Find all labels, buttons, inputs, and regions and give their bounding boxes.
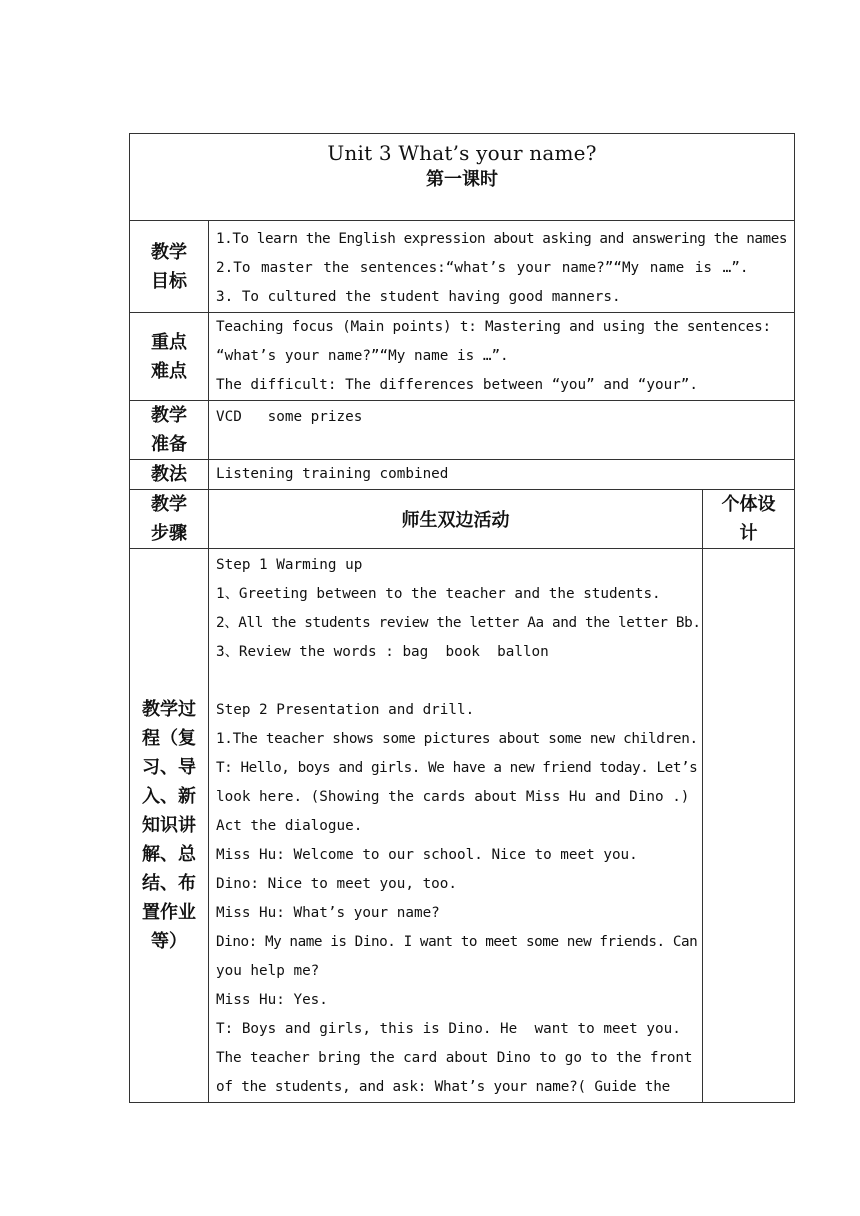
process-line: Miss Hu: Yes. <box>216 992 328 1008</box>
process-line: Dino: My name is Dino. I want to meet some new friends. Can <box>216 934 698 950</box>
method-content: Listening training combined <box>209 460 795 490</box>
process-line: 3、Review the words : bag book ballon <box>216 644 549 660</box>
process-label-line: 置作业 <box>142 902 196 923</box>
process-label-line: 教学过 <box>142 699 196 720</box>
title-cell <box>130 134 795 221</box>
process-line: Miss Hu: Welcome to our school. Nice to meet you. <box>216 847 638 863</box>
method-row <box>130 460 795 490</box>
title-row <box>130 134 795 221</box>
process-label-line: 入、新 <box>142 786 196 807</box>
process-line: Act the dialogue. <box>216 818 363 834</box>
individual-design-header-line: 计 <box>739 523 758 544</box>
process-row <box>130 549 795 1103</box>
process-line: T: Hello, boys and girls. We have a new friend today. Let’s <box>216 760 698 776</box>
preparation-label <box>130 401 209 460</box>
process-content <box>209 549 703 1103</box>
focus-line: Teaching focus (Main points) t: Mastering and using the sentences: <box>216 319 771 335</box>
objective-line: 3. To cultured the student having good manners. <box>216 289 621 305</box>
process-line: Dino: Nice to meet you, too. <box>216 876 458 892</box>
focus-line: The difficult: The differences between “you” and “your”. <box>216 377 699 393</box>
steps-label-line: 步骤 <box>151 523 187 544</box>
objectives-content <box>209 221 795 313</box>
individual-design-cell <box>703 549 795 1103</box>
process-line: The teacher bring the card about Dino to go to the front <box>216 1050 693 1066</box>
objective-line: 2.To master the sentences:“what’s your name?”“My name is …”. <box>216 260 749 276</box>
focus-label-line: 难点 <box>151 360 187 382</box>
objectives-row <box>130 221 795 313</box>
lesson-period: 第一课时 <box>426 169 499 190</box>
process-line: look here. (Showing the cards about Miss Hu and Dino .) <box>216 789 690 805</box>
process-label-line: 知识讲 <box>142 815 196 836</box>
process-line: T: Boys and girls, this is Dino. He want to meet you. <box>216 1021 681 1037</box>
process-label-line: 解、总 <box>142 844 196 865</box>
individual-design-header <box>703 490 795 549</box>
process-label-line: 结、布 <box>142 873 196 894</box>
objectives-label-line: 目标 <box>151 270 187 292</box>
process-line <box>216 667 696 696</box>
focus-content <box>209 313 795 401</box>
preparation-label-line: 准备 <box>151 434 187 455</box>
process-line: 1、Greeting between to the teacher and the students. <box>216 586 661 602</box>
focus-label-line: 重点 <box>151 331 187 353</box>
focus-label <box>130 313 209 401</box>
process-line: you help me? <box>216 963 320 979</box>
process-line: Step 1 Warming up <box>216 557 363 573</box>
process-line: 2、All the students review the letter Aa and the letter Bb. <box>216 615 701 631</box>
individual-design-header-line: 个体设 <box>721 494 776 515</box>
unit-title: Unit 3 What’s your name? <box>327 141 597 165</box>
objective-line: 1.To learn the English expression about asking and answering the names <box>216 231 788 247</box>
process-line: Step 2 Presentation and drill. <box>216 702 475 718</box>
process-label-line: 等） <box>151 931 187 952</box>
lesson-plan-table <box>129 133 795 1103</box>
focus-row <box>130 313 795 401</box>
process-label-line: 习、导 <box>142 757 196 778</box>
process-label <box>130 549 209 1103</box>
process-label-line: 程（复 <box>142 728 196 749</box>
steps-header-row <box>130 490 795 549</box>
steps-label-line: 教学 <box>151 494 187 515</box>
process-line: Miss Hu: What’s your name? <box>216 905 440 921</box>
method-label: 教法 <box>130 460 209 490</box>
process-line: 1.The teacher shows some pictures about some new children. <box>216 731 698 747</box>
activities-header: 师生双边活动 <box>209 490 703 549</box>
objectives-label-line: 教学 <box>151 241 187 263</box>
objectives-label <box>130 221 209 313</box>
process-line: of the students, and ask: What’s your name?( Guide the <box>216 1079 671 1095</box>
focus-line: “what’s your name?”“My name is …”. <box>216 348 509 364</box>
preparation-row <box>130 401 795 460</box>
steps-label <box>130 490 209 549</box>
preparation-content: VCD some prizes <box>209 401 795 460</box>
preparation-label-line: 教学 <box>151 405 187 426</box>
